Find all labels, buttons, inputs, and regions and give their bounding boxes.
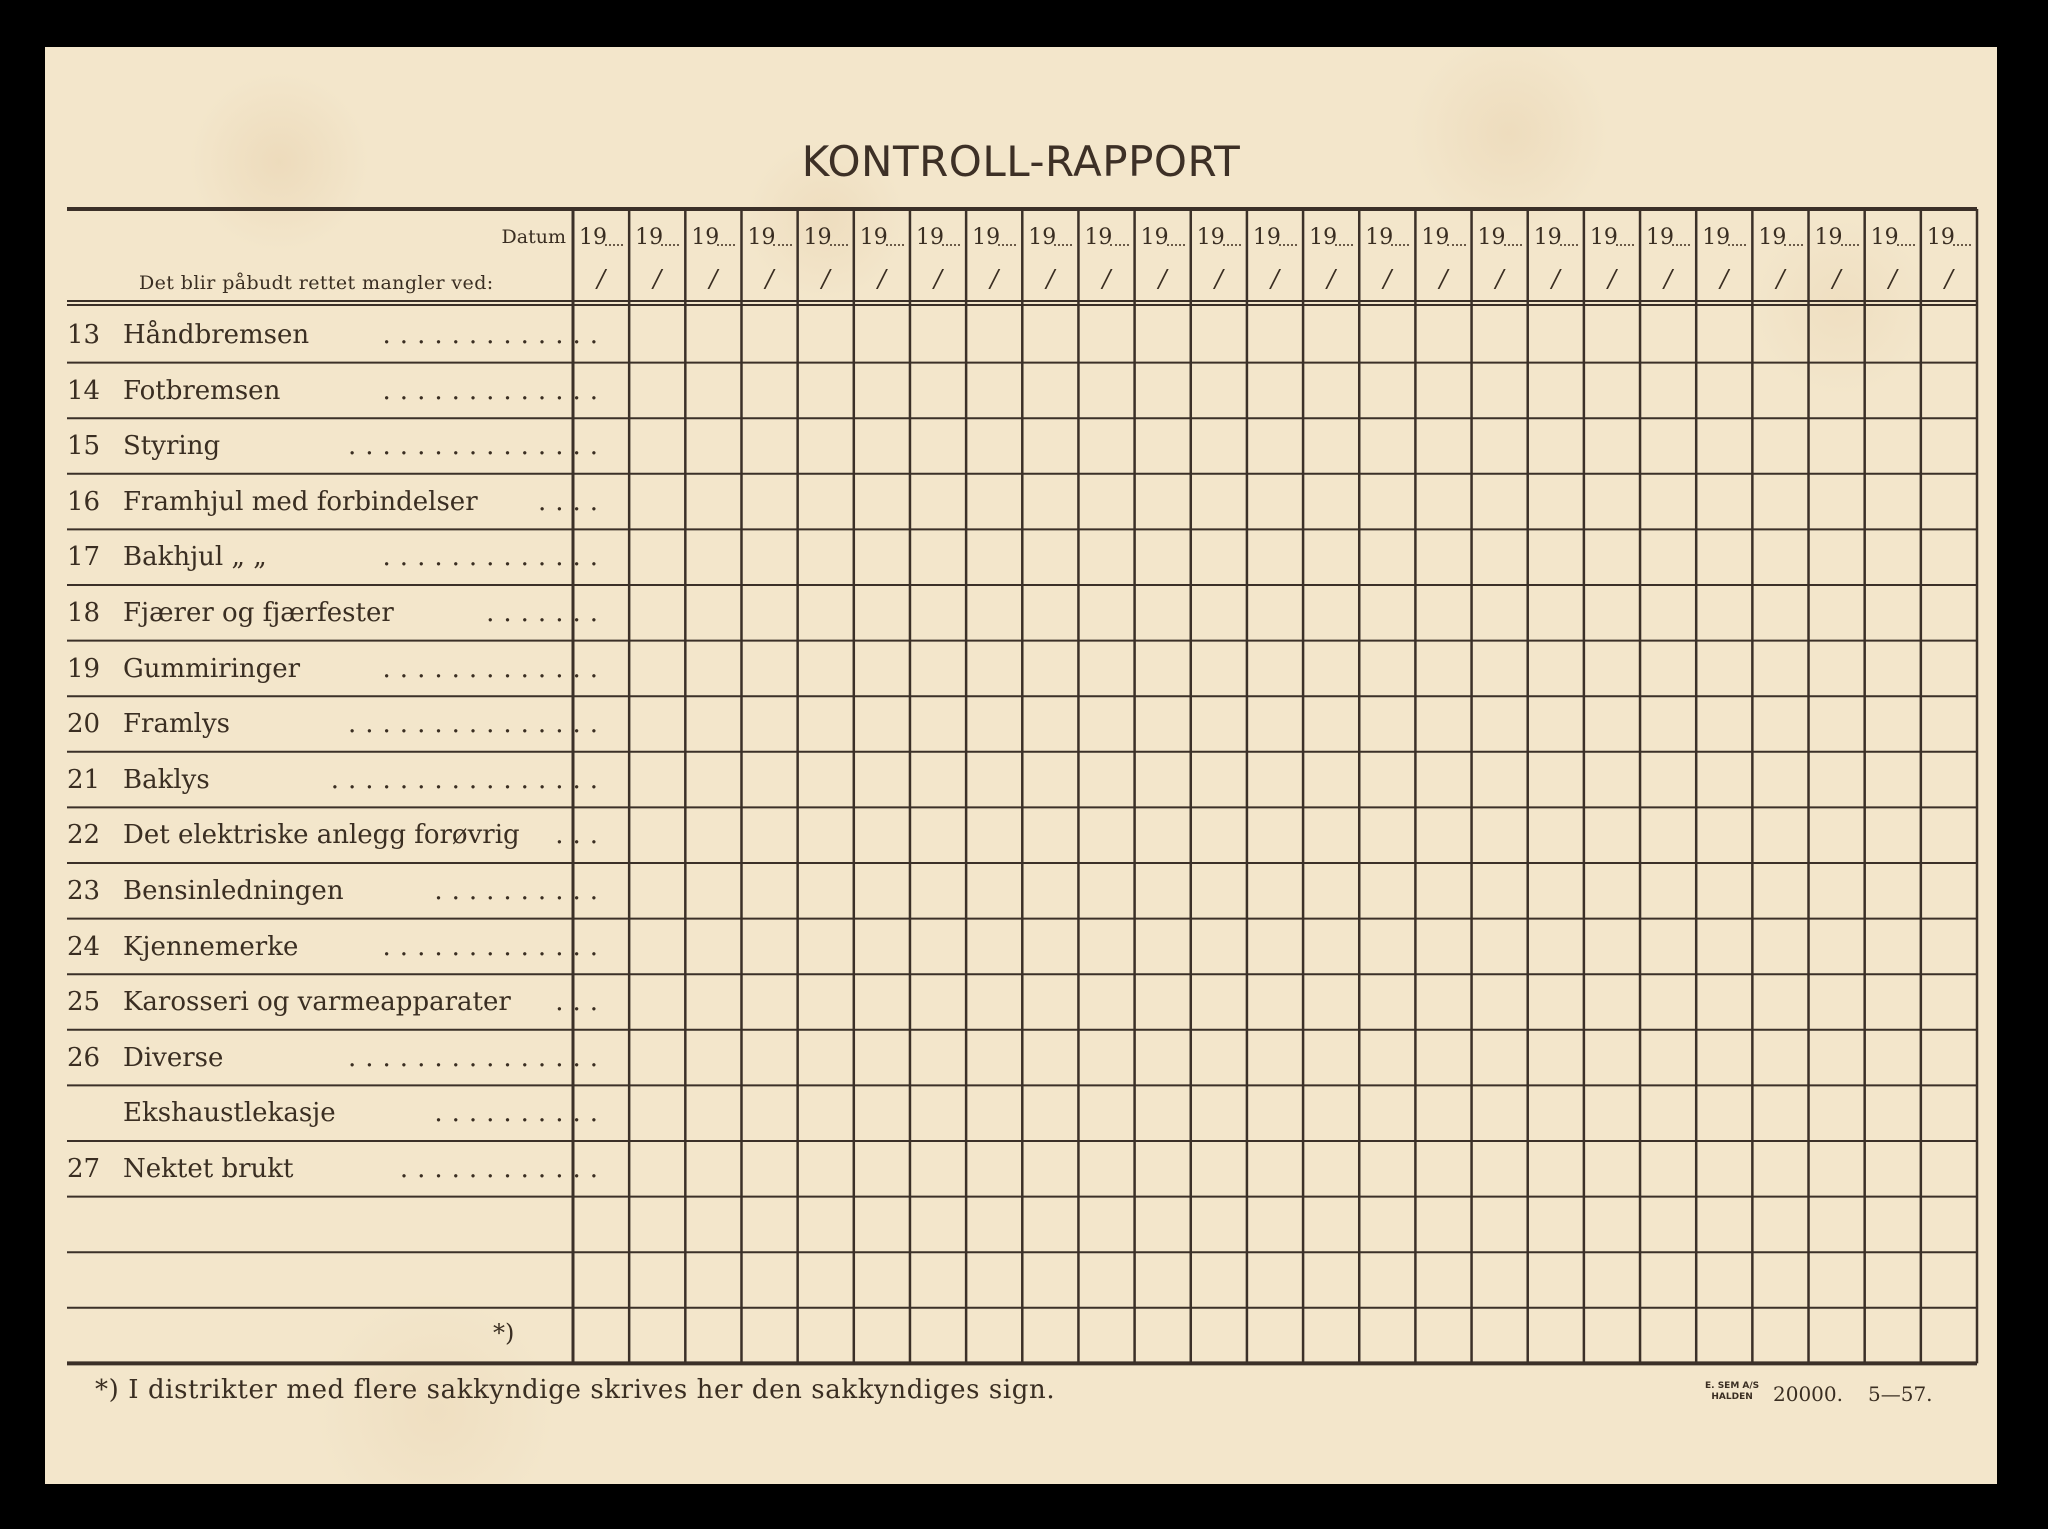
date-fill-line (605, 242, 623, 246)
leader-dots: .......... (434, 1098, 607, 1129)
date-fill-line (1897, 242, 1915, 246)
date-separator: / (765, 265, 774, 293)
item-label: Bensinledningen (123, 876, 344, 906)
date-fill-line (942, 242, 960, 246)
date-fill-line (1279, 242, 1297, 246)
date-year-prefix: 19 (1814, 225, 1843, 250)
inspection-item (67, 696, 607, 752)
date-separator: / (1214, 265, 1223, 293)
leader-dots: ... (555, 820, 607, 851)
item-label: Håndbremsen (123, 320, 310, 350)
inspection-item (67, 307, 607, 363)
leader-dots: ............... (348, 431, 607, 462)
inspection-item (67, 474, 607, 530)
date-fill-line (1616, 242, 1634, 246)
instruction-label: Det blir påbudt rettet mangler ved: (139, 272, 494, 294)
date-separator: / (821, 265, 830, 293)
date-fill-line (1504, 242, 1522, 246)
printer-name: E. SEM A/S (1705, 1381, 1760, 1391)
leader-dots: ............. (382, 653, 607, 684)
leader-dots: ................ (330, 764, 607, 795)
datum-label: Datum (501, 226, 566, 248)
date-year-prefix: 19 (1140, 225, 1169, 250)
date-separator: / (1832, 265, 1841, 293)
item-label: Ekshaustlekasje (123, 1098, 336, 1129)
date-fill-line (1167, 242, 1185, 246)
item-label: Karosseri og varmeapparater (123, 987, 511, 1018)
date-year-prefix: 19 (1926, 225, 1955, 250)
page-title: KONTROLL-RAPPORT (801, 137, 1241, 186)
date-year-prefix: 19 (1309, 225, 1338, 250)
date-separator: / (1102, 265, 1111, 293)
date-year-prefix: 19 (579, 225, 607, 250)
item-label: Bakhjul „ „ (123, 542, 267, 573)
date-year-prefix: 19 (1196, 225, 1225, 250)
inspection-item (67, 418, 607, 474)
inspection-item (67, 585, 607, 641)
date-fill-line (1560, 242, 1578, 246)
item-label: Diverse (123, 1042, 224, 1073)
date-separator: / (1664, 265, 1673, 293)
date-separator: / (1439, 265, 1448, 293)
date-fill-line (998, 242, 1016, 246)
item-number: 25 (67, 987, 101, 1018)
leader-dots: ............. (382, 375, 607, 406)
item-number: 19 (67, 653, 101, 684)
date-year-prefix: 19 (1758, 225, 1787, 250)
date-separator: / (1776, 265, 1785, 293)
date-separator: / (1271, 265, 1280, 293)
date-fill-line (1223, 242, 1241, 246)
date-separator: / (597, 265, 606, 293)
date-fill-line (717, 242, 735, 246)
date-fill-line (1110, 242, 1128, 246)
item-label: Baklys (123, 764, 210, 795)
print-date: 5—57. (1868, 1382, 1933, 1406)
date-fill-line (661, 242, 679, 246)
date-year-prefix: 19 (1870, 225, 1899, 250)
printer-city: HALDEN (1711, 1392, 1753, 1402)
leader-dots: ............. (382, 320, 607, 350)
date-year-prefix: 19 (1533, 225, 1562, 250)
date-year-prefix: 19 (803, 225, 832, 250)
leader-dots: ............. (382, 542, 607, 573)
inspection-item (67, 1085, 607, 1141)
date-separator: / (1495, 265, 1504, 293)
item-number: 24 (67, 931, 101, 962)
date-separator: / (653, 265, 662, 293)
leader-dots: ............... (348, 1042, 607, 1073)
inspection-item (67, 363, 607, 419)
date-year-prefix: 19 (635, 225, 664, 250)
inspection-item (67, 919, 607, 975)
date-year-prefix: 19 (915, 225, 944, 250)
inspection-item (67, 752, 607, 808)
date-separator: / (1327, 265, 1336, 293)
item-number: 22 (67, 820, 101, 851)
inspection-item (67, 1030, 607, 1086)
leader-dots: ............. (382, 931, 607, 962)
date-year-prefix: 19 (1589, 225, 1618, 250)
item-number: 16 (67, 486, 101, 517)
report-card (45, 47, 1997, 1484)
item-number: 21 (67, 764, 101, 795)
date-separator: / (1607, 265, 1617, 293)
leader-dots: ... (555, 987, 607, 1018)
date-year-prefix: 19 (747, 225, 776, 250)
item-label: Nektet brukt (123, 1154, 294, 1184)
date-separator: / (1720, 265, 1729, 293)
date-separator: / (877, 265, 886, 293)
date-fill-line (1447, 242, 1465, 246)
date-year-prefix: 19 (1702, 225, 1731, 250)
inspection-item (67, 974, 607, 1030)
leader-dots: ............... (348, 709, 607, 740)
item-number: 27 (67, 1154, 101, 1184)
item-number: 15 (67, 431, 101, 462)
printer-imprint (1705, 1381, 1759, 1403)
date-year-prefix: 19 (972, 225, 1001, 250)
leader-dots: .......... (434, 876, 607, 906)
date-fill-line (1728, 242, 1746, 246)
date-year-prefix: 19 (1646, 225, 1675, 250)
date-year-prefix: 19 (1477, 225, 1506, 250)
date-fill-line (1054, 242, 1072, 246)
date-fill-line (1335, 242, 1353, 246)
item-label: Styring (123, 431, 221, 462)
date-year-prefix: 19 (1028, 225, 1057, 250)
date-fill-line (1784, 242, 1802, 246)
inspection-item (67, 863, 607, 919)
date-year-prefix: 19 (691, 225, 720, 250)
date-year-prefix: 19 (1365, 225, 1394, 250)
leader-dots: ....... (486, 598, 607, 628)
date-separator: / (709, 265, 718, 293)
item-number: 14 (67, 375, 101, 406)
date-separator: / (1551, 265, 1560, 293)
date-separator: / (934, 265, 943, 293)
date-year-prefix: 19 (1252, 225, 1281, 250)
date-fill-line (886, 242, 904, 246)
inspection-item (67, 807, 607, 863)
item-number: 20 (67, 709, 101, 740)
item-number: 17 (67, 542, 101, 573)
date-separator: / (990, 265, 999, 293)
leader-dots: .... (537, 486, 607, 517)
footnote: *) I distrikter med flere sakkyndige skrives her den sakkyndiges sign. (95, 1375, 1056, 1405)
inspection-item (67, 1141, 607, 1197)
item-number: 18 (67, 598, 101, 628)
date-fill-line (773, 242, 791, 246)
leader-dots: ............ (399, 1154, 607, 1184)
print-run: 20000. (1773, 1382, 1843, 1406)
date-fill-line (830, 242, 848, 246)
date-separator: / (1158, 265, 1167, 293)
date-fill-line (1953, 242, 1971, 246)
item-number: 13 (67, 320, 101, 350)
date-fill-line (1391, 242, 1409, 246)
date-year-prefix: 19 (1421, 225, 1450, 250)
date-separator: / (1888, 265, 1897, 293)
item-label: Det elektriske anlegg forøvrig (123, 820, 520, 851)
inspection-item (67, 641, 607, 697)
item-number: 26 (67, 1042, 101, 1073)
item-label: Framlys (123, 709, 230, 740)
inspection-item (67, 529, 607, 585)
item-label: Fotbremsen (123, 375, 281, 406)
date-year-prefix: 19 (859, 225, 888, 250)
item-label: Gummiringer (123, 653, 301, 684)
date-separator: / (1944, 265, 1953, 293)
item-number: 23 (67, 876, 101, 906)
date-fill-line (1672, 242, 1690, 246)
item-label: Framhjul med forbindelser (123, 486, 478, 517)
item-label: Kjennemerke (123, 931, 299, 962)
item-label: Fjærer og fjærfester (123, 598, 394, 628)
date-separator: / (1383, 265, 1392, 293)
date-fill-line (1841, 242, 1859, 246)
signature-marker: *) (493, 1319, 515, 1347)
date-year-prefix: 19 (1084, 225, 1113, 250)
date-separator: / (1046, 265, 1055, 293)
